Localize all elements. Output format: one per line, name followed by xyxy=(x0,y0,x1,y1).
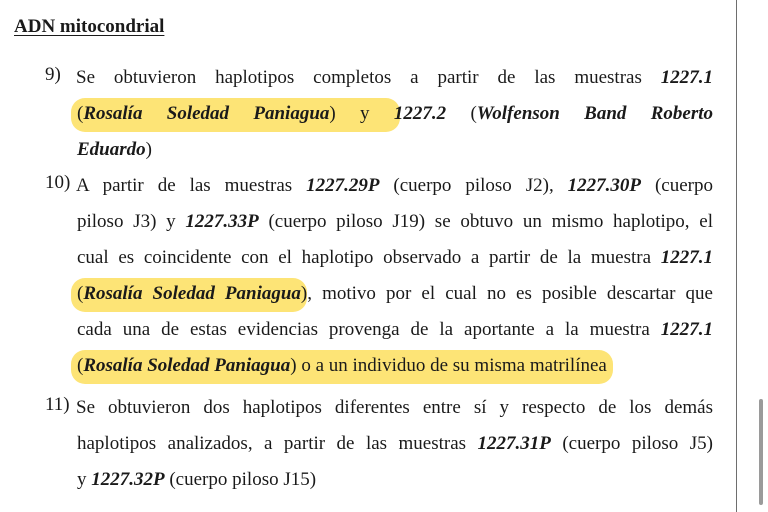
text-line: Se obtuvieron haplotipos completos a partir de las muestras 1227.1 xyxy=(76,67,713,88)
sample-id: 1227.29P xyxy=(306,175,380,196)
person-name: Rosalía Soledad Paniagua xyxy=(83,355,291,376)
sample-id: 1227.32P xyxy=(91,469,165,490)
person-name: Rosalía Soledad Paniagua xyxy=(83,283,301,304)
highlight-mark: (Rosalía Soledad Paniagua) y xyxy=(71,98,400,132)
text-line: (Rosalía Soledad Paniagua), motivo por el cual no es posible descartar que xyxy=(77,280,713,316)
vertical-scrollbar[interactable] xyxy=(759,399,763,505)
sample-id: 1227.1 xyxy=(660,67,713,88)
person-name: Rosalía Soledad Paniagua xyxy=(83,103,330,124)
page-edge-divider xyxy=(736,0,737,512)
text-line: cual es coincidente con el haplotipo observado a partir de la muestra 1227.1 xyxy=(77,247,713,268)
person-name: Eduardo xyxy=(77,139,146,160)
sample-id: 1227.33P xyxy=(185,211,259,232)
sample-id: 1227.2 xyxy=(393,103,447,124)
text-line: haplotipos analizados, a partir de las muestras 1227.31P (cuerpo piloso J5) xyxy=(77,433,713,454)
sample-id: 1227.1 xyxy=(660,319,713,340)
sample-id: 1227.30P xyxy=(567,175,642,196)
text-line: Se obtuvieron dos haplotipos diferentes entre sí y respecto de los demás xyxy=(76,397,713,418)
text-line: (Rosalía Soledad Paniagua) y 1227.2 (Wolfenson Band Roberto xyxy=(77,100,713,136)
section-heading: ADN mitocondrial xyxy=(14,16,165,37)
person-name: Wolfenson Band Roberto xyxy=(476,103,714,124)
list-item-number: 10) xyxy=(45,172,71,193)
highlight-mark: (Rosalía Soledad Paniagua) o a un individuo de su misma matrilínea xyxy=(71,350,613,384)
sample-id: 1227.1 xyxy=(660,247,713,268)
text-line: cada una de estas evidencias provenga de la aportante a la muestra 1227.1 xyxy=(77,319,713,340)
list-item-number: 9) xyxy=(45,64,61,85)
text-line xyxy=(77,352,607,388)
text-line: piloso J3) y 1227.33P (cuerpo piloso J19) se obtuvo un mismo haplotipo, el xyxy=(77,211,713,232)
text-line: Eduardo) xyxy=(77,139,152,160)
sample-id: 1227.31P xyxy=(477,433,551,454)
list-item-number: 11) xyxy=(45,394,70,415)
highlight-mark: (Rosalía Soledad Paniagua xyxy=(71,278,307,312)
text-line: A partir de las muestras 1227.29P (cuerpo piloso J2), 1227.30P (cuerpo xyxy=(76,175,713,196)
text-line: y 1227.32P (cuerpo piloso J15) xyxy=(77,469,317,490)
